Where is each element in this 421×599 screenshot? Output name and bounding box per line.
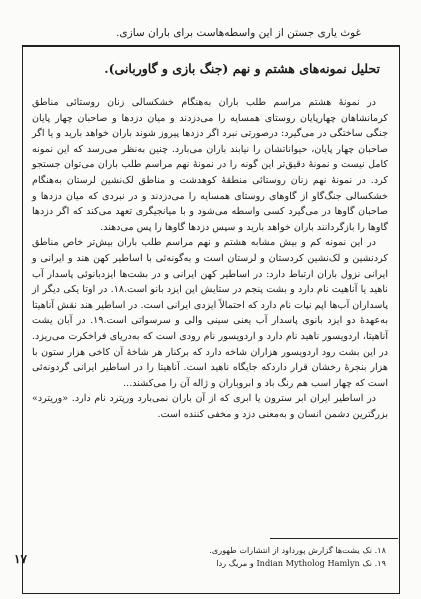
page-number: ۱۷	[14, 552, 27, 566]
top-text: غوث یاری جستن از این واسطه‌هاست برای باران سازی.	[116, 27, 361, 39]
footnote: ۱۸. نک یشت‌ها گزارش پورداود از انتشارات طهوری.	[209, 545, 386, 555]
body-text	[32, 95, 388, 422]
paragraph: در این نمونه کم و بیش مشابه هشتم و نهم مراسم طلب باران بیش‌تر خاص مناطق کردنشین و لک‌نشین کردستان و لرستان است و به‌گونه‌ئی با اساطیر کهن هند و ایرانی و ایرانی نزول باران ارتباط دارد: در اساطیر کهن ایرانی و در بشت‌ها ایزدبانوئی پاسدار آب ناهید یا آناهیت نام دارد و بشت پنجم در ستایش این ایزد بانو است.۱۸. در اوتا یکی دیگر از پاسداران آب‌ها اپم نپات نام دارد که احتمالاً ایزدی ایرانی است. در اساطیر هند نقش آناهیتا به‌عهدهٔ دو ایزد بانوی پاسدار آب یعنی سینی والی و سرسواتی است.۱۹. در آبان یشت آناهیتا، اردویسور ناهید نام دارد و اردویسور نام رودی است که به‌دریای فراخکرت می‌ریزد. در این بشت رود اردویسور هزاران شاخه دارد که برکنار هر شاخهٔ آن کاخی هزار ستون با هزار بنجرهٔ رخشان قرار دارد‌که جایگاه ناهید است. آناهیتا را در اساطیر ایرانی گردونه‌ئی است که چهار اسب هم رنگ باد و ابروباران و ژاله آن را می‌کشند...	[32, 237, 388, 389]
footnotes	[36, 544, 386, 570]
section-heading: تحلیل نمونه‌های هشتم و نهم (جنگ بازی و گاوربانی).	[104, 61, 380, 76]
footnote: ۱۹. نک Indian Mytholog Hamlyn و مریگ ردا	[216, 558, 386, 568]
paragraph: در اساطیر ایران ابر سترون یا ابری که از آن باران نمی‌بارد ورپترد نام دارد. «وریترد» بزرگترین دشمن انسان و به‌معنی دزد و مخفی کننده است.	[32, 393, 388, 420]
footnote-rule	[270, 538, 398, 539]
paragraph: در نمونهٔ هشتم مراسم طلب باران به‌هنگام خشکسالی زنان روستائی مناطق کرمانشاهان چهارپایان روستای همسایه را می‌دزدند و میان دزدها و صاحبان چهار پایان جنگی ساختگی در می‌گیرد: درصورتی نبرد اگر دزدها پیروز شوند باران خواهد بارید و یا اگر صاحبان چهار پایان، حیواناتشان را نیابند باران می‌بارد. چنین به‌نظر می‌رسد که این نمونه کامل نیست و نمونهٔ دقیق‌تر این گونه را در نمونهٔ نهم مراسم طلب باران می‌توان جستجو کرد. در نمونهٔ نهم زنان روستائی منطقهٔ کوهدشت و مناطق لک‌نشین لرستان به‌هنگام خشکسالی جنگ‌گاو از گاوهای روستای همسایه را می‌دزدند و در نبردی که میان دزدها و صاحبان گاوها در می‌گیرد کسی واسطه می‌شود و با میانجیگری تعهد می‌کند که اگر دزدها گاوها را بازگردانند باران خواهد بارید و سپس دزدها گاوها را پس می‌دهند.	[32, 97, 388, 233]
